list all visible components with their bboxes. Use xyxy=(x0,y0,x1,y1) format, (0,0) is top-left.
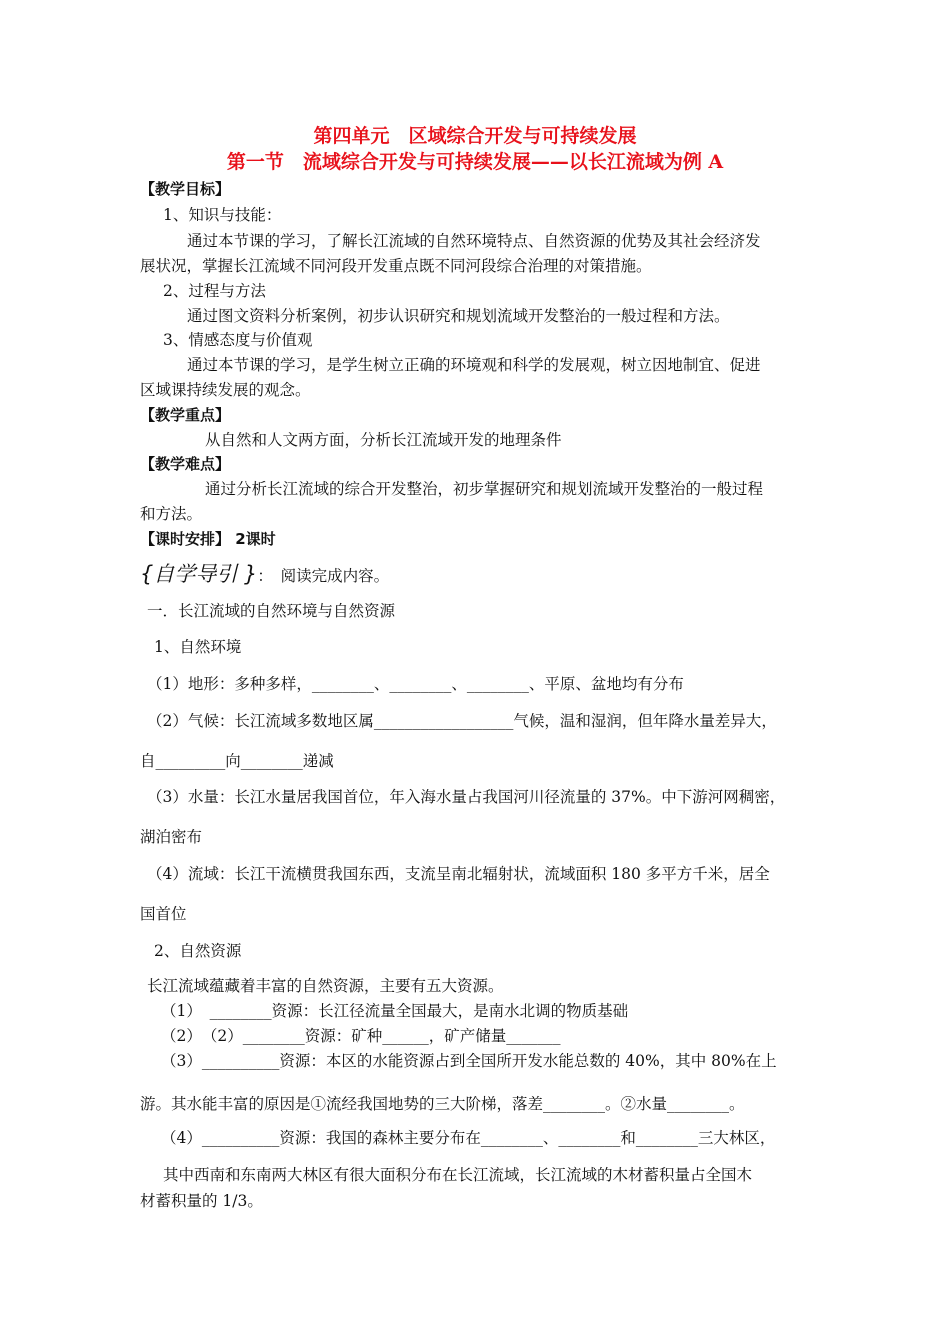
objective-1-label: 1、知识与技能： xyxy=(163,206,282,224)
self-study-guide xyxy=(140,561,389,589)
objective-2-text: 通过图文资料分析案例，初步认识研究和规划流域开发整治的一般过程和方法。 xyxy=(187,307,730,325)
difficult-points-heading: 【教学难点】 xyxy=(140,455,231,473)
unit-title: 第四单元 区域综合开发与可持续发展 xyxy=(313,125,637,147)
water-line: （3）水量：长江水量居我国首位，年入海水量占我国河川径流量的 37%。中下游河网稠密， xyxy=(147,788,786,806)
resource-3-cont: 游。其水能丰富的原因是①流经我国地势的三大阶梯，落差________。②水量________。 xyxy=(140,1095,745,1113)
objective-3-text: 通过本节课的学习，是学生树立正确的环境观和科学的发展观，树立因地制宜、促进 xyxy=(187,356,761,374)
section-1-heading: 一．长江流域的自然环境与自然资源 xyxy=(147,602,396,620)
basin-line: （4）流域：长江干流横贯我国东西，支流呈南北辐射状，流域面积 180 多平方千米，居全 xyxy=(147,865,770,883)
section-title: 第一节 流域综合开发与可持续发展——以长江流域为例 A xyxy=(226,151,724,173)
objective-1-text: 通过本节课的学习，了解长江流域的自然环境特点、自然资源的优势及其社会经济发 xyxy=(187,232,761,250)
resources-intro: 长江流域蕴藏着丰富的自然资源，主要有五大资源。 xyxy=(147,977,504,995)
resource-4: （4）__________资源：我国的森林主要分布在________、________和________三大林区， xyxy=(161,1129,776,1147)
schedule: 【课时安排】 2课时 xyxy=(140,530,276,548)
objective-1-text-cont: 展状况，掌握长江流域不同河段开发重点既不同河段综合治理的对策措施。 xyxy=(140,257,652,275)
difficult-points-text: 通过分析长江流域的综合开发整治，初步掌握研究和规划流域开发整治的一般过程 xyxy=(205,480,764,498)
resource-4-cont-2: 材蓄积量的 1/3。 xyxy=(140,1192,263,1210)
objectives-heading: 【教学目标】 xyxy=(140,180,231,198)
objective-2-label: 2、过程与方法 xyxy=(163,282,266,300)
terrain-line: （1）地形：多种多样，________、________、________、平原、盆地均有分布 xyxy=(147,675,684,693)
climate-line-cont: 自_________向________递减 xyxy=(140,752,334,770)
resource-1: （1） ________资源：长江径流量全国最大，是南水北调的物质基础 xyxy=(161,1002,629,1020)
difficult-points-text-cont: 和方法。 xyxy=(140,505,203,523)
subsection-natural-environment: 1、自然环境 xyxy=(154,638,242,656)
basin-line-cont: 国首位 xyxy=(140,905,187,923)
resource-4-cont: 其中西南和东南两大林区有很大面积分布在长江流域，长江流域的木材蓄积量占全国木 xyxy=(163,1166,753,1184)
resource-2: （2） （2）________资源：矿种______，矿产储量_______ xyxy=(161,1027,561,1045)
objective-3-label: 3、情感态度与价值观 xyxy=(163,331,313,349)
climate-line: （2）气候：长江流域多数地区属__________________气候，温和湿润，但年降水量差异大， xyxy=(147,712,777,730)
subsection-natural-resources: 2、自然资源 xyxy=(154,942,242,960)
objective-3-text-cont: 区域课持续发展的观念。 xyxy=(140,381,311,399)
guide-text: ： 阅读完成内容。 xyxy=(257,567,390,585)
water-line-cont: 湖泊密布 xyxy=(140,828,203,846)
resource-3: （3）__________资源：本区的水能资源占到全国所开发水能总数的 40%，其中 80%在上 xyxy=(161,1052,777,1070)
key-points-heading: 【教学重点】 xyxy=(140,406,231,424)
guide-label: {自学导引 } xyxy=(140,562,258,586)
key-points-text: 从自然和人文两方面，分析长江流域开发的地理条件 xyxy=(205,431,562,449)
